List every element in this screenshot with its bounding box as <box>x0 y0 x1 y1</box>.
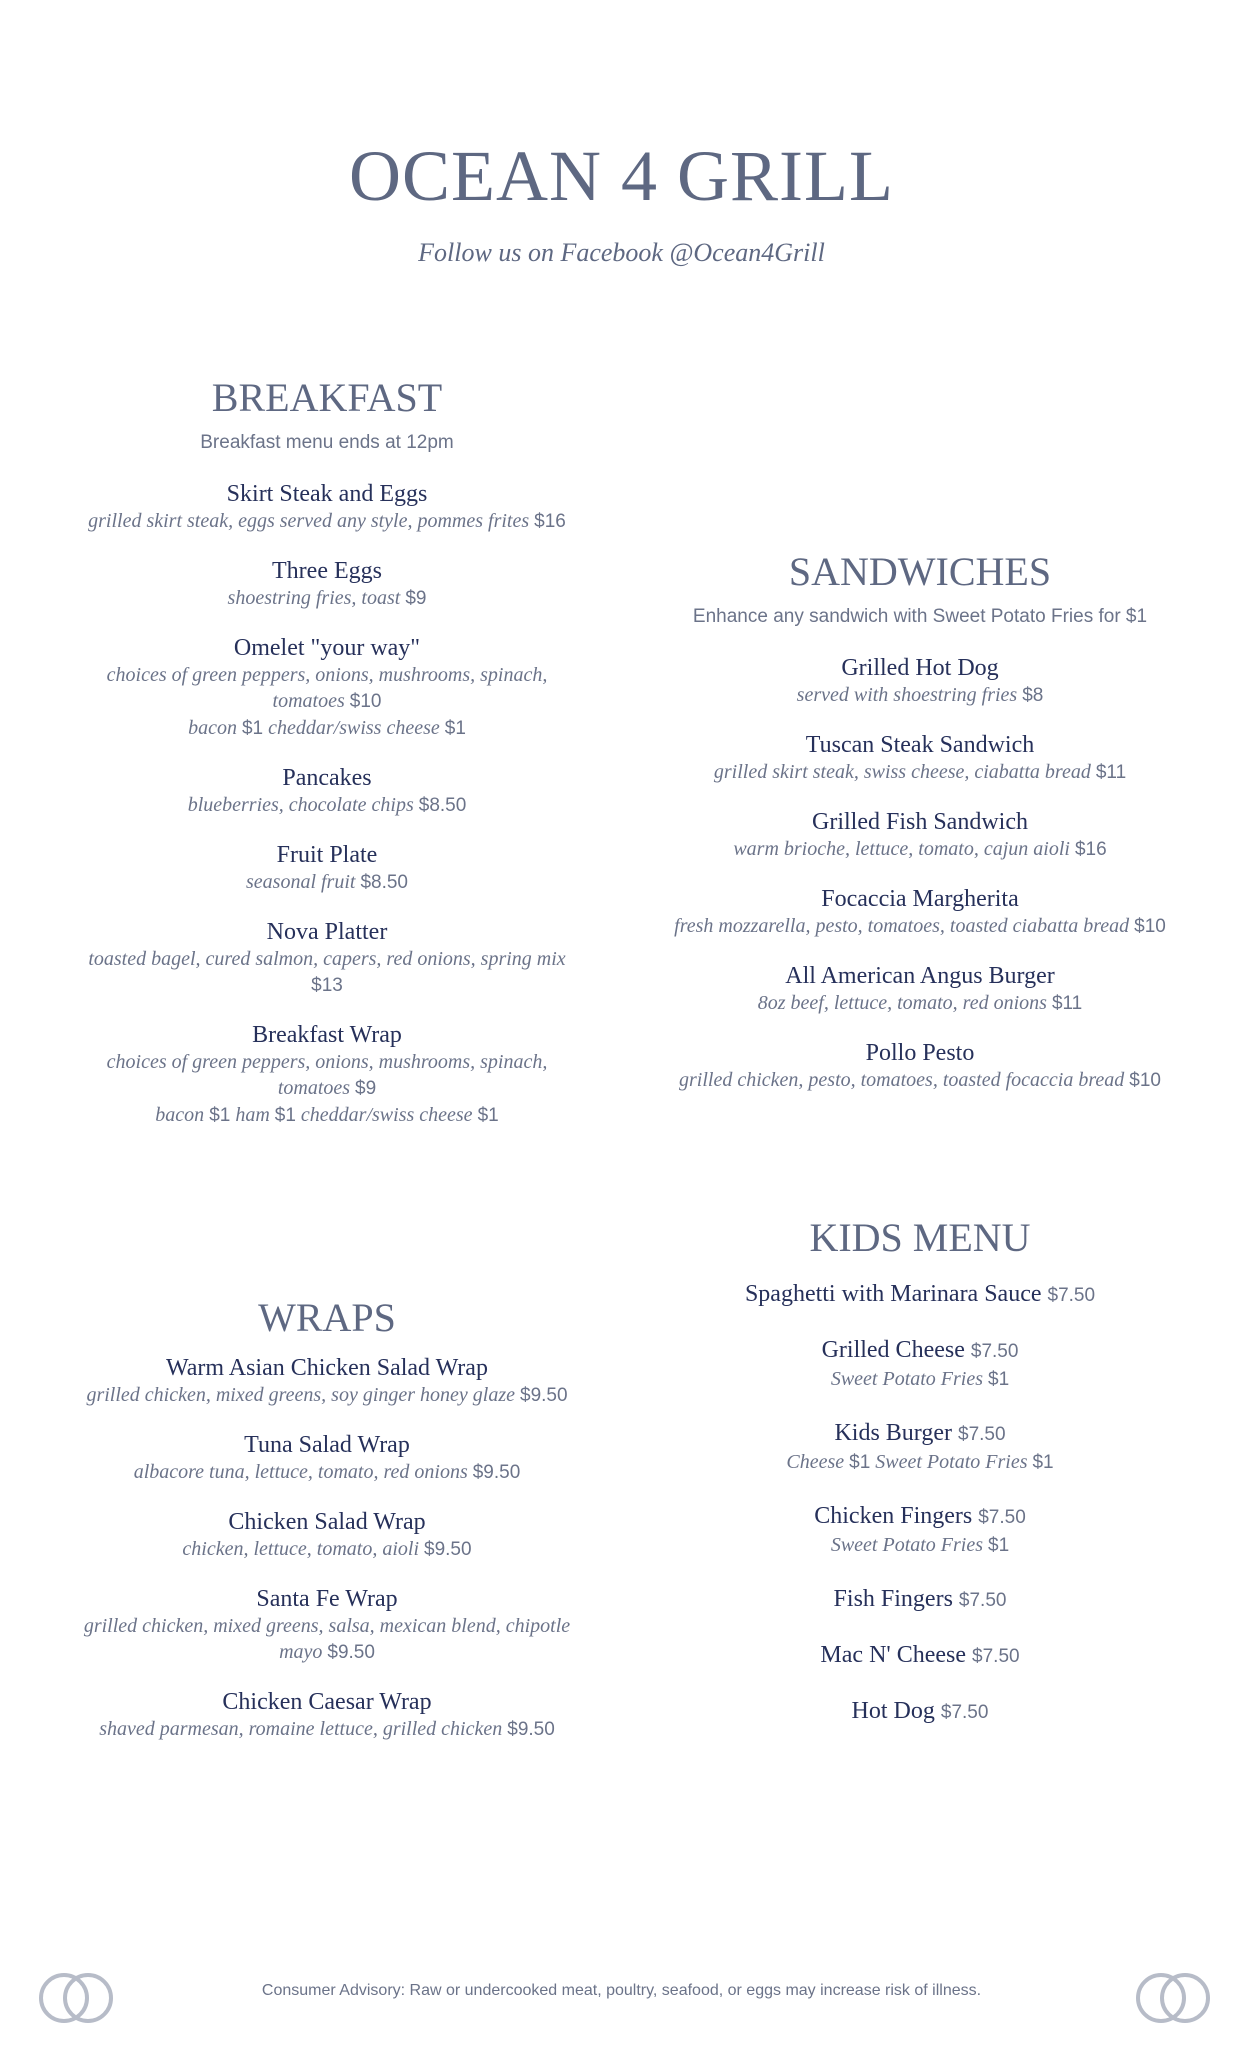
item-name: Tuna Salad Wrap <box>244 1432 410 1458</box>
item-name: Pollo Pesto <box>865 1040 975 1066</box>
menu-item <box>37 557 617 612</box>
item-extras <box>630 1532 1210 1559</box>
item-name: Chicken Caesar Wrap <box>222 1689 432 1715</box>
item-price: $7.50 <box>972 1646 1020 1667</box>
description-text: blueberries, chocolate chips <box>187 794 419 816</box>
description-text: chicken, lettuce, tomato, aioli <box>182 1538 425 1560</box>
item-price: $1 <box>274 1105 296 1126</box>
menu-item <box>630 1419 1210 1476</box>
description-text: grilled chicken, mixed greens, soy ginger honey glaze <box>86 1384 521 1406</box>
menu-item <box>37 634 617 742</box>
item-price: $1 <box>241 718 264 739</box>
item-description <box>630 1067 1210 1094</box>
item-description <box>37 1102 617 1129</box>
interlocking-rings-icon <box>36 1970 116 2026</box>
item-description <box>37 1459 617 1486</box>
menu-item <box>37 1508 617 1563</box>
item-name: Chicken Fingers <box>814 1503 973 1529</box>
item-name: Focaccia Margherita <box>821 886 1019 912</box>
item-price: $7.50 <box>1047 1285 1096 1306</box>
item-price: $1 <box>477 1105 499 1126</box>
item-price: $11 <box>1095 762 1127 783</box>
item-price: $7.50 <box>958 1590 1007 1611</box>
menu-item <box>37 1688 617 1743</box>
item-description <box>37 1639 617 1666</box>
description-text: toasted bagel, cured salmon, capers, red onions, spring mix <box>88 948 566 970</box>
item-price: $7.50 <box>978 1507 1026 1528</box>
item-price: $9.50 <box>424 1539 472 1560</box>
item-price: $8.50 <box>360 872 408 893</box>
extra-price: $1 <box>1032 1452 1054 1473</box>
description-text: fresh mozzarella, pesto, tomatoes, toasted ciabatta bread <box>674 915 1135 937</box>
item-description <box>37 1716 617 1743</box>
item-name-row <box>630 1336 1210 1366</box>
extra-text: Cheese <box>786 1451 850 1473</box>
item-name: Santa Fe Wrap <box>256 1586 398 1612</box>
item-price: $7.50 <box>940 1702 989 1723</box>
extra-text: Sweet Potato Fries <box>830 1368 989 1390</box>
item-extras <box>630 1449 1210 1476</box>
item-description <box>37 946 617 972</box>
item-name: Breakfast Wrap <box>252 1022 402 1048</box>
item-description <box>37 1382 617 1409</box>
section-heading: KIDS MENU <box>809 1215 1031 1260</box>
description-text: grilled chicken, pesto, tomatoes, toasted focaccia bread <box>679 1069 1130 1091</box>
item-price: $9.50 <box>507 1719 555 1740</box>
item-description <box>37 1049 617 1075</box>
extra-text: Sweet Potato Fries <box>830 1534 989 1556</box>
item-name-row <box>630 1280 1210 1310</box>
page-title: OCEAN 4 GRILL <box>349 136 894 216</box>
item-description <box>630 759 1210 786</box>
item-price: $9 <box>405 588 427 609</box>
description-text: grilled skirt steak, swiss cheese, ciabatta bread <box>713 761 1096 783</box>
description-text: tomatoes <box>272 690 350 712</box>
sandwich-items <box>630 654 1210 1094</box>
menu-item <box>37 841 617 896</box>
section-note: Breakfast menu ends at 12pm <box>200 432 454 453</box>
extra-text: Sweet Potato Fries <box>870 1451 1033 1473</box>
item-name-row <box>630 1585 1210 1615</box>
kids-items <box>630 1280 1210 1727</box>
item-price: $9 <box>355 1078 377 1099</box>
item-name: Grilled Cheese <box>821 1337 965 1363</box>
item-name: Warm Asian Chicken Salad Wrap <box>166 1355 488 1381</box>
description-text: mayo <box>279 1641 328 1663</box>
item-price: $1 <box>209 1105 231 1126</box>
item-description <box>630 913 1210 940</box>
item-price: $16 <box>534 511 566 532</box>
description-text: albacore tuna, lettuce, tomato, red onions <box>133 1461 473 1483</box>
item-description <box>630 990 1210 1017</box>
facebook-subtitle: Follow us on Facebook @Ocean4Grill <box>418 238 825 267</box>
breakfast-section <box>37 375 617 1129</box>
description-text: served with shoestring fries <box>796 684 1023 706</box>
description-text: grilled chicken, mixed greens, salsa, mexican blend, chipotle <box>83 1615 571 1637</box>
item-name-row <box>630 1419 1210 1449</box>
menu-item <box>37 1431 617 1486</box>
item-name: Pancakes <box>282 765 372 791</box>
description-text: cheddar/swiss cheese <box>263 717 445 739</box>
item-price: $11 <box>1051 993 1083 1014</box>
item-price: $8 <box>1022 685 1044 706</box>
item-description <box>37 1613 617 1639</box>
description-text: choices of green peppers, onions, mushrooms, spinach, <box>106 664 548 686</box>
menu-item <box>630 962 1210 1017</box>
item-name: Spaghetti with Marinara Sauce <box>744 1281 1042 1307</box>
description-text: choices of green peppers, onions, mushrooms, spinach, <box>106 1051 548 1073</box>
item-price: $8.50 <box>418 795 467 816</box>
section-heading: BREAKFAST <box>211 375 443 420</box>
item-description <box>37 715 617 742</box>
item-name: All American Angus Burger <box>785 963 1055 989</box>
description-text: ham <box>230 1104 275 1126</box>
item-extras <box>630 1366 1210 1393</box>
item-price: $9.50 <box>327 1642 375 1663</box>
item-name: Nova Platter <box>266 919 388 945</box>
sandwiches-section <box>630 549 1210 1094</box>
wraps-section <box>37 1295 617 1743</box>
menu-item <box>37 764 617 819</box>
item-description <box>37 792 617 819</box>
item-price: $16 <box>1074 839 1107 860</box>
section-heading: SANDWICHES <box>788 549 1052 594</box>
item-price: $9.50 <box>520 1385 568 1406</box>
item-name: Grilled Hot Dog <box>841 655 999 681</box>
item-name: Fish Fingers <box>833 1586 953 1612</box>
item-price: $1 <box>444 718 466 739</box>
item-name-row <box>630 1697 1210 1727</box>
item-name: Skirt Steak and Eggs <box>226 481 428 507</box>
description-text: seasonal fruit <box>246 871 361 893</box>
item-name: Grilled Fish Sandwich <box>812 809 1028 835</box>
item-description <box>37 869 617 896</box>
interlocking-rings-icon <box>1133 1970 1213 2026</box>
menu-item <box>630 1697 1210 1727</box>
description-text: 8oz beef, lettuce, tomato, red onions <box>757 992 1052 1014</box>
item-name: Fruit Plate <box>276 842 378 868</box>
menu-item <box>630 731 1210 786</box>
item-price: $13 <box>311 975 343 996</box>
kids-menu-section <box>630 1215 1210 1727</box>
extra-price: $1 <box>988 1535 1010 1556</box>
consumer-advisory: Consumer Advisory: Raw or undercooked meat, poultry, seafood, or eggs may increase risk of illness. <box>261 1982 982 1999</box>
item-description <box>37 972 617 999</box>
item-price: $10 <box>1134 916 1166 937</box>
extra-price: $1 <box>849 1452 871 1473</box>
menu-item <box>630 1039 1210 1094</box>
item-description <box>630 836 1210 863</box>
item-description <box>37 508 617 535</box>
item-description <box>37 1075 617 1102</box>
description-text: warm brioche, lettuce, tomato, cajun aioli <box>733 838 1075 860</box>
item-price: $9.50 <box>472 1462 521 1483</box>
item-name-row <box>630 1502 1210 1532</box>
item-name: Chicken Salad Wrap <box>228 1509 426 1535</box>
menu-item <box>37 918 617 999</box>
description-text: bacon <box>188 717 242 739</box>
item-description <box>630 682 1210 709</box>
item-name: Omelet "your way" <box>233 635 421 661</box>
description-text: bacon <box>155 1104 210 1126</box>
section-note: Enhance any sandwich with Sweet Potato Fries for $1 <box>692 606 1148 627</box>
menu-item <box>630 1585 1210 1615</box>
description-text: shaved parmesan, romaine lettuce, grilled chicken <box>99 1718 508 1740</box>
item-description <box>37 688 617 715</box>
item-description <box>37 1536 617 1563</box>
description-text: tomatoes <box>277 1077 356 1099</box>
item-price: $10 <box>1129 1070 1161 1091</box>
description-text: shoestring fries, toast <box>227 587 406 609</box>
wrap-items <box>37 1354 617 1743</box>
item-price: $7.50 <box>970 1341 1019 1362</box>
item-name: Tuscan Steak Sandwich <box>805 732 1035 758</box>
item-name: Kids Burger <box>834 1420 952 1446</box>
menu-item <box>37 1021 617 1129</box>
menu-item <box>630 1641 1210 1671</box>
item-name: Mac N' Cheese <box>820 1642 967 1668</box>
item-name-row <box>630 1641 1210 1671</box>
item-name: Three Eggs <box>272 558 382 584</box>
item-name: Hot Dog <box>851 1698 935 1724</box>
menu-item <box>37 1354 617 1409</box>
menu-item <box>630 1336 1210 1393</box>
description-text: grilled skirt steak, eggs served any style, pommes frites <box>88 510 535 532</box>
menu-item <box>630 808 1210 863</box>
menu-item <box>630 1280 1210 1310</box>
breakfast-items <box>37 480 617 1129</box>
menu-item <box>37 1585 617 1666</box>
description-text: cheddar/swiss cheese <box>295 1104 478 1126</box>
menu-item <box>630 654 1210 709</box>
item-price: $7.50 <box>958 1424 1006 1445</box>
item-price: $10 <box>349 691 382 712</box>
menu-item <box>630 885 1210 940</box>
item-description <box>37 662 617 688</box>
extra-price: $1 <box>988 1369 1010 1390</box>
section-heading: WRAPS <box>258 1295 396 1340</box>
menu-item <box>630 1502 1210 1559</box>
item-description <box>37 585 617 612</box>
menu-item <box>37 480 617 535</box>
